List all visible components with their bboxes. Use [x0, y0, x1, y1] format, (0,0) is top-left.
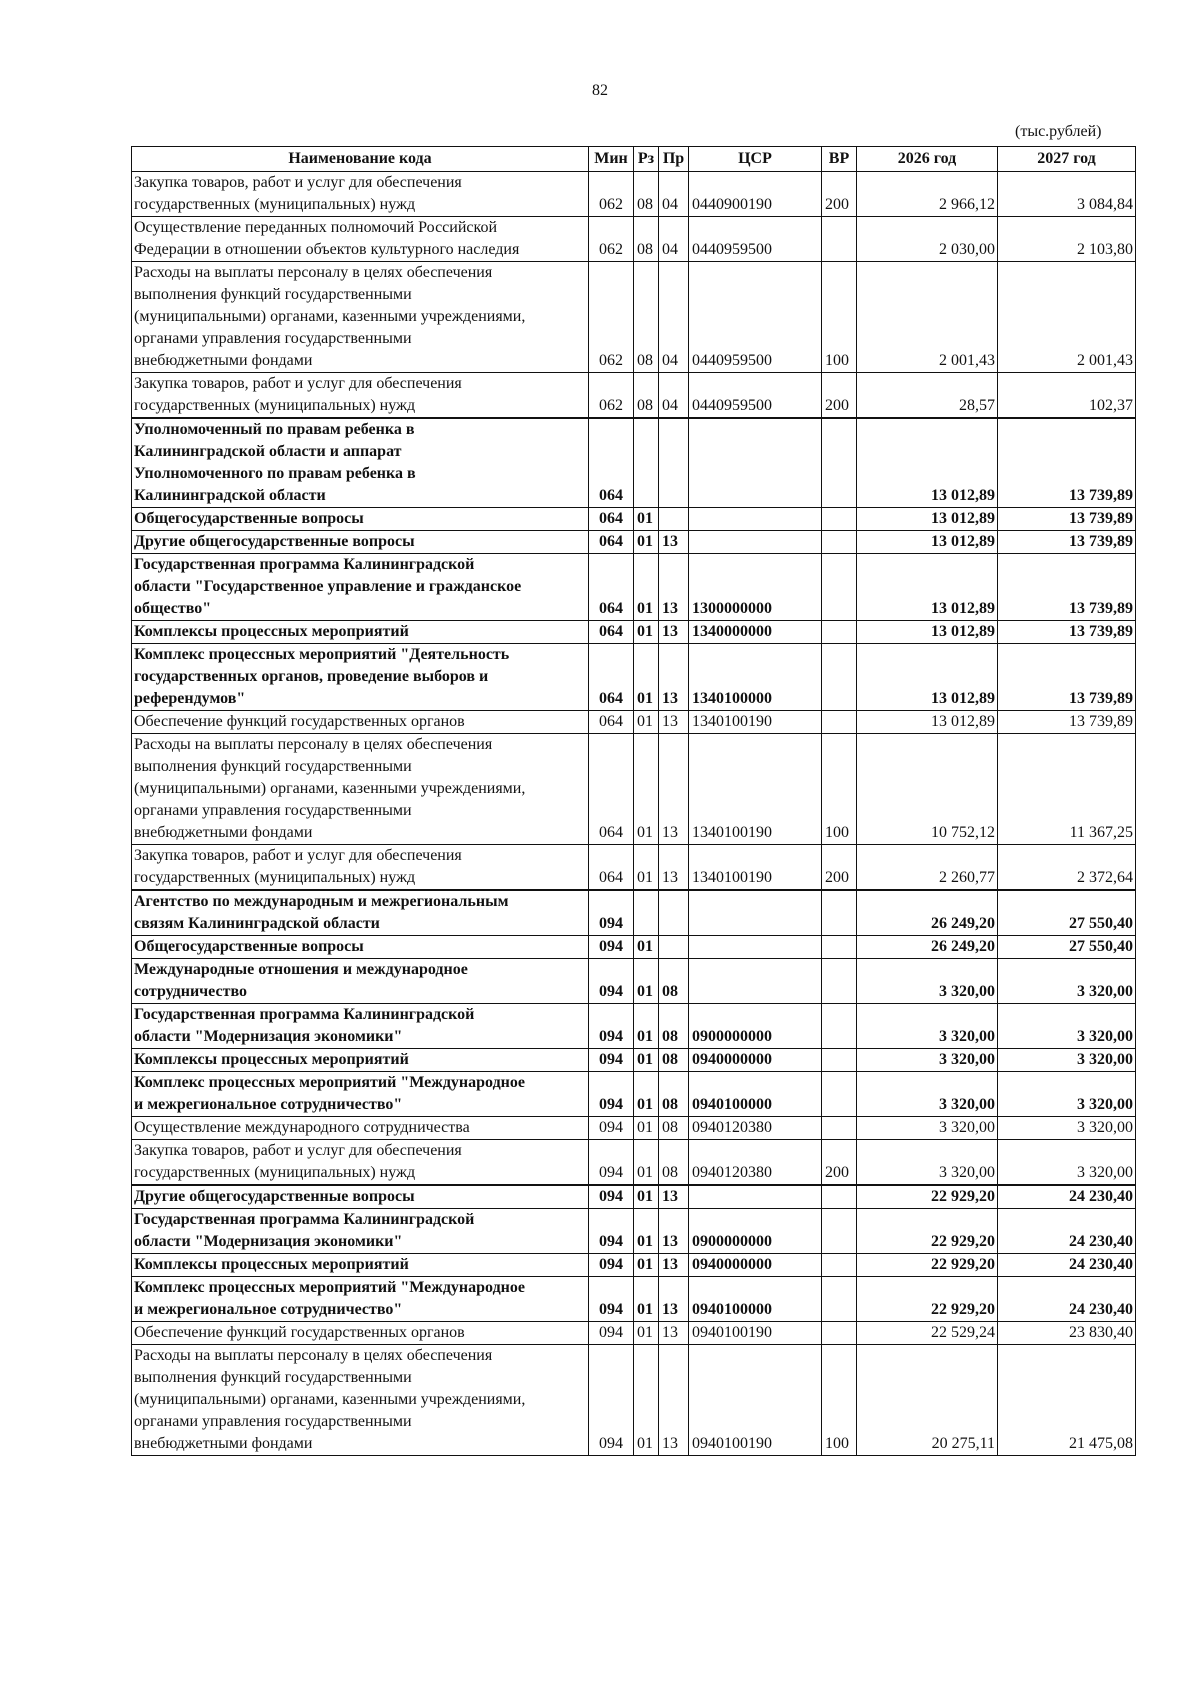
cell-2026: 13 012,89 — [857, 418, 998, 508]
cell-vr — [822, 1209, 857, 1254]
cell-csr: 0940100190 — [689, 1345, 822, 1456]
cell-vr — [822, 418, 857, 508]
cell-2027: 27 550,40 — [998, 936, 1136, 959]
cell-csr: 1340000000 — [689, 621, 822, 644]
cell-rz: 01 — [634, 644, 659, 711]
cell-vr — [822, 1322, 857, 1345]
cell-2026: 13 012,89 — [857, 554, 998, 621]
budget-table — [131, 146, 1136, 1456]
cell-vr — [822, 1185, 857, 1209]
table-row — [132, 1209, 1136, 1254]
cell-pr — [659, 418, 689, 508]
table-row — [132, 172, 1136, 217]
cell-csr: 1340100190 — [689, 711, 822, 734]
cell-rz: 01 — [634, 1254, 659, 1277]
cell-min: 062 — [589, 217, 634, 262]
cell-rz: 01 — [634, 508, 659, 531]
table-row — [132, 959, 1136, 1004]
cell-2027: 24 230,40 — [998, 1254, 1136, 1277]
cell-vr — [822, 1254, 857, 1277]
cell-name: Закупка товаров, работ и услуг для обеспечения государственных (муниципальных) нужд — [132, 845, 589, 891]
cell-2027: 24 230,40 — [998, 1209, 1136, 1254]
table-row — [132, 418, 1136, 508]
cell-vr — [822, 936, 857, 959]
cell-min: 094 — [589, 1117, 634, 1140]
table-row — [132, 373, 1136, 419]
cell-vr: 200 — [822, 172, 857, 217]
cell-pr: 04 — [659, 217, 689, 262]
cell-2026: 22 929,20 — [857, 1185, 998, 1209]
cell-vr — [822, 621, 857, 644]
cell-name: Комплекс процессных мероприятий "Деятельность государственных органов, проведение выборов и референдумов" — [132, 644, 589, 711]
table-row — [132, 845, 1136, 891]
cell-pr: 13 — [659, 531, 689, 554]
cell-csr: 0900000000 — [689, 1209, 822, 1254]
cell-2027: 3 320,00 — [998, 1072, 1136, 1117]
cell-2027: 2 001,43 — [998, 262, 1136, 373]
cell-min: 062 — [589, 172, 634, 217]
table-row — [132, 217, 1136, 262]
cell-pr — [659, 936, 689, 959]
cell-2026: 26 249,20 — [857, 936, 998, 959]
cell-2027: 24 230,40 — [998, 1277, 1136, 1322]
cell-pr: 08 — [659, 1117, 689, 1140]
header-name: Наименование кода — [132, 147, 589, 172]
cell-2026: 13 012,89 — [857, 711, 998, 734]
cell-csr — [689, 531, 822, 554]
cell-name: Осуществление международного сотрудничества — [132, 1117, 589, 1140]
cell-min: 094 — [589, 1072, 634, 1117]
cell-rz: 01 — [634, 1277, 659, 1322]
cell-name: Комплекс процессных мероприятий "Международное и межрегиональное сотрудничество" — [132, 1277, 589, 1322]
cell-rz: 01 — [634, 1072, 659, 1117]
cell-2027: 3 320,00 — [998, 1117, 1136, 1140]
cell-name: Комплексы процессных мероприятий — [132, 1254, 589, 1277]
cell-min: 064 — [589, 845, 634, 891]
table-row — [132, 1185, 1136, 1209]
cell-vr — [822, 1072, 857, 1117]
cell-rz: 01 — [634, 734, 659, 845]
cell-2026: 3 320,00 — [857, 1004, 998, 1049]
cell-min: 094 — [589, 890, 634, 936]
cell-2027: 3 320,00 — [998, 959, 1136, 1004]
cell-pr — [659, 890, 689, 936]
cell-2026: 22 529,24 — [857, 1322, 998, 1345]
cell-2026: 2 966,12 — [857, 172, 998, 217]
cell-vr — [822, 959, 857, 1004]
cell-rz — [634, 890, 659, 936]
cell-rz: 08 — [634, 172, 659, 217]
cell-csr — [689, 890, 822, 936]
cell-2026: 22 929,20 — [857, 1254, 998, 1277]
cell-csr: 0940120380 — [689, 1140, 822, 1186]
cell-pr: 13 — [659, 711, 689, 734]
cell-vr: 200 — [822, 845, 857, 891]
header-min: Мин — [589, 147, 634, 172]
cell-vr: 100 — [822, 734, 857, 845]
cell-name: Государственная программа Калининградской области "Модернизация экономики" — [132, 1209, 589, 1254]
table-row — [132, 1004, 1136, 1049]
cell-2027: 3 320,00 — [998, 1004, 1136, 1049]
cell-pr: 13 — [659, 1277, 689, 1322]
cell-vr — [822, 1049, 857, 1072]
cell-csr — [689, 959, 822, 1004]
cell-name: Комплексы процессных мероприятий — [132, 621, 589, 644]
cell-csr: 0440900190 — [689, 172, 822, 217]
table-row — [132, 508, 1136, 531]
cell-name: Расходы на выплаты персоналу в целях обеспечения выполнения функций государственными (муниципальными) органами, казенными учреждениями, органами управления государственными внебюджетными фондами — [132, 734, 589, 845]
cell-2026: 28,57 — [857, 373, 998, 419]
cell-rz: 08 — [634, 262, 659, 373]
cell-2026: 3 320,00 — [857, 1072, 998, 1117]
units-label: (тыс.рублей) — [1015, 123, 1102, 140]
cell-vr — [822, 508, 857, 531]
cell-min: 064 — [589, 531, 634, 554]
cell-pr — [659, 508, 689, 531]
table-row — [132, 1277, 1136, 1322]
cell-min: 094 — [589, 1049, 634, 1072]
cell-csr — [689, 508, 822, 531]
cell-csr: 0940000000 — [689, 1049, 822, 1072]
cell-name: Закупка товаров, работ и услуг для обеспечения государственных (муниципальных) нужд — [132, 172, 589, 217]
cell-vr — [822, 217, 857, 262]
cell-rz: 01 — [634, 554, 659, 621]
cell-name: Расходы на выплаты персоналу в целях обеспечения выполнения функций государственными (муниципальными) органами, казенными учреждениями, органами управления государственными внебюджетными фондами — [132, 262, 589, 373]
cell-rz: 01 — [634, 621, 659, 644]
cell-name: Закупка товаров, работ и услуг для обеспечения государственных (муниципальных) нужд — [132, 373, 589, 419]
cell-min: 094 — [589, 1004, 634, 1049]
cell-rz: 01 — [634, 711, 659, 734]
cell-2027: 3 320,00 — [998, 1049, 1136, 1072]
cell-min: 062 — [589, 373, 634, 419]
cell-rz: 01 — [634, 1140, 659, 1186]
cell-name: Расходы на выплаты персоналу в целях обеспечения выполнения функций государственными (муниципальными) органами, казенными учреждениями, органами управления государственными внебюджетными фондами — [132, 1345, 589, 1456]
cell-vr — [822, 554, 857, 621]
cell-csr: 1340100190 — [689, 734, 822, 845]
cell-min: 094 — [589, 1140, 634, 1186]
header-csr: ЦСР — [689, 147, 822, 172]
header-rz: Рз — [634, 147, 659, 172]
cell-pr: 04 — [659, 172, 689, 217]
cell-vr — [822, 1004, 857, 1049]
cell-min: 064 — [589, 418, 634, 508]
cell-name: Другие общегосударственные вопросы — [132, 1185, 589, 1209]
cell-2026: 13 012,89 — [857, 508, 998, 531]
cell-min: 094 — [589, 936, 634, 959]
cell-rz — [634, 418, 659, 508]
cell-2027: 3 320,00 — [998, 1140, 1136, 1186]
cell-name: Обеспечение функций государственных органов — [132, 1322, 589, 1345]
cell-name: Международные отношения и международное сотрудничество — [132, 959, 589, 1004]
cell-2026: 22 929,20 — [857, 1209, 998, 1254]
table-row — [132, 262, 1136, 373]
cell-pr: 13 — [659, 1345, 689, 1456]
cell-vr — [822, 531, 857, 554]
table-row — [132, 1254, 1136, 1277]
table-row — [132, 711, 1136, 734]
cell-csr: 0940000000 — [689, 1254, 822, 1277]
cell-2027: 23 830,40 — [998, 1322, 1136, 1345]
cell-name: Комплекс процессных мероприятий "Международное и межрегиональное сотрудничество" — [132, 1072, 589, 1117]
cell-min: 064 — [589, 734, 634, 845]
cell-min: 094 — [589, 959, 634, 1004]
table-row — [132, 936, 1136, 959]
cell-csr: 0440959500 — [689, 262, 822, 373]
cell-name: Общегосударственные вопросы — [132, 936, 589, 959]
cell-rz: 01 — [634, 959, 659, 1004]
cell-2027: 13 739,89 — [998, 418, 1136, 508]
cell-min: 094 — [589, 1277, 634, 1322]
cell-pr: 13 — [659, 1209, 689, 1254]
cell-rz: 01 — [634, 1049, 659, 1072]
cell-pr: 08 — [659, 1049, 689, 1072]
cell-csr: 1340100190 — [689, 845, 822, 891]
cell-2027: 13 739,89 — [998, 644, 1136, 711]
cell-name: Комплексы процессных мероприятий — [132, 1049, 589, 1072]
cell-2027: 13 739,89 — [998, 621, 1136, 644]
table-header-row — [132, 147, 1136, 172]
cell-pr: 13 — [659, 1322, 689, 1345]
cell-pr: 04 — [659, 262, 689, 373]
table-body — [132, 172, 1136, 1456]
cell-min: 064 — [589, 644, 634, 711]
cell-rz: 08 — [634, 373, 659, 419]
cell-2027: 2 372,64 — [998, 845, 1136, 891]
cell-csr — [689, 936, 822, 959]
cell-vr — [822, 711, 857, 734]
cell-2026: 2 001,43 — [857, 262, 998, 373]
table-row — [132, 1072, 1136, 1117]
table-row — [132, 1140, 1136, 1186]
cell-rz: 01 — [634, 1209, 659, 1254]
cell-csr: 0940100000 — [689, 1277, 822, 1322]
cell-2026: 26 249,20 — [857, 890, 998, 936]
cell-2026: 2 260,77 — [857, 845, 998, 891]
cell-csr: 0440959500 — [689, 217, 822, 262]
cell-2026: 13 012,89 — [857, 621, 998, 644]
cell-rz: 01 — [634, 936, 659, 959]
cell-csr: 1300000000 — [689, 554, 822, 621]
cell-2027: 24 230,40 — [998, 1185, 1136, 1209]
table-row — [132, 734, 1136, 845]
cell-min: 064 — [589, 711, 634, 734]
cell-name: Агентство по международным и межрегиональным связям Калининградской области — [132, 890, 589, 936]
header-2027: 2027 год — [998, 147, 1136, 172]
cell-vr — [822, 644, 857, 711]
table-row — [132, 1049, 1136, 1072]
page-number: 82 — [592, 82, 608, 99]
cell-rz: 01 — [634, 845, 659, 891]
cell-pr: 08 — [659, 1004, 689, 1049]
cell-2027: 13 739,89 — [998, 711, 1136, 734]
cell-min: 094 — [589, 1322, 634, 1345]
cell-pr: 04 — [659, 373, 689, 419]
cell-2027: 21 475,08 — [998, 1345, 1136, 1456]
cell-rz: 01 — [634, 1004, 659, 1049]
cell-2026: 22 929,20 — [857, 1277, 998, 1322]
cell-2026: 20 275,11 — [857, 1345, 998, 1456]
cell-pr: 13 — [659, 644, 689, 711]
cell-vr — [822, 890, 857, 936]
cell-rz: 01 — [634, 531, 659, 554]
cell-2026: 3 320,00 — [857, 1049, 998, 1072]
cell-min: 062 — [589, 262, 634, 373]
cell-pr: 08 — [659, 1072, 689, 1117]
cell-pr: 13 — [659, 734, 689, 845]
cell-2026: 13 012,89 — [857, 531, 998, 554]
cell-rz: 01 — [634, 1322, 659, 1345]
cell-name: Государственная программа Калининградской области "Модернизация экономики" — [132, 1004, 589, 1049]
cell-csr — [689, 418, 822, 508]
header-vr: ВР — [822, 147, 857, 172]
cell-2026: 10 752,12 — [857, 734, 998, 845]
cell-vr: 100 — [822, 1345, 857, 1456]
cell-2027: 27 550,40 — [998, 890, 1136, 936]
table-row — [132, 554, 1136, 621]
cell-2026: 13 012,89 — [857, 644, 998, 711]
cell-2026: 2 030,00 — [857, 217, 998, 262]
cell-csr: 0940100190 — [689, 1322, 822, 1345]
table-row — [132, 531, 1136, 554]
cell-pr: 08 — [659, 959, 689, 1004]
cell-2027: 13 739,89 — [998, 554, 1136, 621]
cell-name: Государственная программа Калининградской области "Государственное управление и гражданское общество" — [132, 554, 589, 621]
cell-csr — [689, 1185, 822, 1209]
cell-name: Обеспечение функций государственных органов — [132, 711, 589, 734]
header-pr: Пр — [659, 147, 689, 172]
table-row — [132, 644, 1136, 711]
cell-csr: 0940120380 — [689, 1117, 822, 1140]
cell-2027: 102,37 — [998, 373, 1136, 419]
cell-csr: 0440959500 — [689, 373, 822, 419]
cell-min: 094 — [589, 1254, 634, 1277]
cell-pr: 13 — [659, 1185, 689, 1209]
cell-name: Осуществление переданных полномочий Российской Федерации в отношении объектов культурного наследия — [132, 217, 589, 262]
table-row — [132, 890, 1136, 936]
cell-pr: 13 — [659, 621, 689, 644]
cell-rz: 08 — [634, 217, 659, 262]
cell-csr: 1340100000 — [689, 644, 822, 711]
cell-2026: 3 320,00 — [857, 959, 998, 1004]
cell-2026: 3 320,00 — [857, 1140, 998, 1186]
cell-rz: 01 — [634, 1185, 659, 1209]
cell-pr: 13 — [659, 1254, 689, 1277]
cell-rz: 01 — [634, 1117, 659, 1140]
cell-csr: 0900000000 — [689, 1004, 822, 1049]
cell-2027: 3 084,84 — [998, 172, 1136, 217]
cell-2027: 11 367,25 — [998, 734, 1136, 845]
cell-2027: 2 103,80 — [998, 217, 1136, 262]
cell-min: 094 — [589, 1345, 634, 1456]
cell-min: 094 — [589, 1209, 634, 1254]
cell-vr: 200 — [822, 1140, 857, 1186]
cell-min: 064 — [589, 508, 634, 531]
cell-vr: 100 — [822, 262, 857, 373]
cell-name: Закупка товаров, работ и услуг для обеспечения государственных (муниципальных) нужд — [132, 1140, 589, 1186]
cell-min: 064 — [589, 554, 634, 621]
table-row — [132, 1345, 1136, 1456]
cell-2027: 13 739,89 — [998, 531, 1136, 554]
header-2026: 2026 год — [857, 147, 998, 172]
cell-csr: 0940100000 — [689, 1072, 822, 1117]
table-row — [132, 1322, 1136, 1345]
cell-min: 064 — [589, 621, 634, 644]
cell-vr — [822, 1117, 857, 1140]
cell-vr — [822, 1277, 857, 1322]
cell-pr: 13 — [659, 845, 689, 891]
cell-2026: 3 320,00 — [857, 1117, 998, 1140]
cell-min: 094 — [589, 1185, 634, 1209]
cell-pr: 13 — [659, 554, 689, 621]
cell-2027: 13 739,89 — [998, 508, 1136, 531]
cell-name: Уполномоченный по правам ребенка в Калининградской области и аппарат Уполномоченного по правам ребенка в Калининградской области — [132, 418, 589, 508]
cell-rz: 01 — [634, 1345, 659, 1456]
table-row — [132, 1117, 1136, 1140]
cell-name: Общегосударственные вопросы — [132, 508, 589, 531]
table-row — [132, 621, 1136, 644]
cell-name: Другие общегосударственные вопросы — [132, 531, 589, 554]
cell-vr: 200 — [822, 373, 857, 419]
cell-pr: 08 — [659, 1140, 689, 1186]
